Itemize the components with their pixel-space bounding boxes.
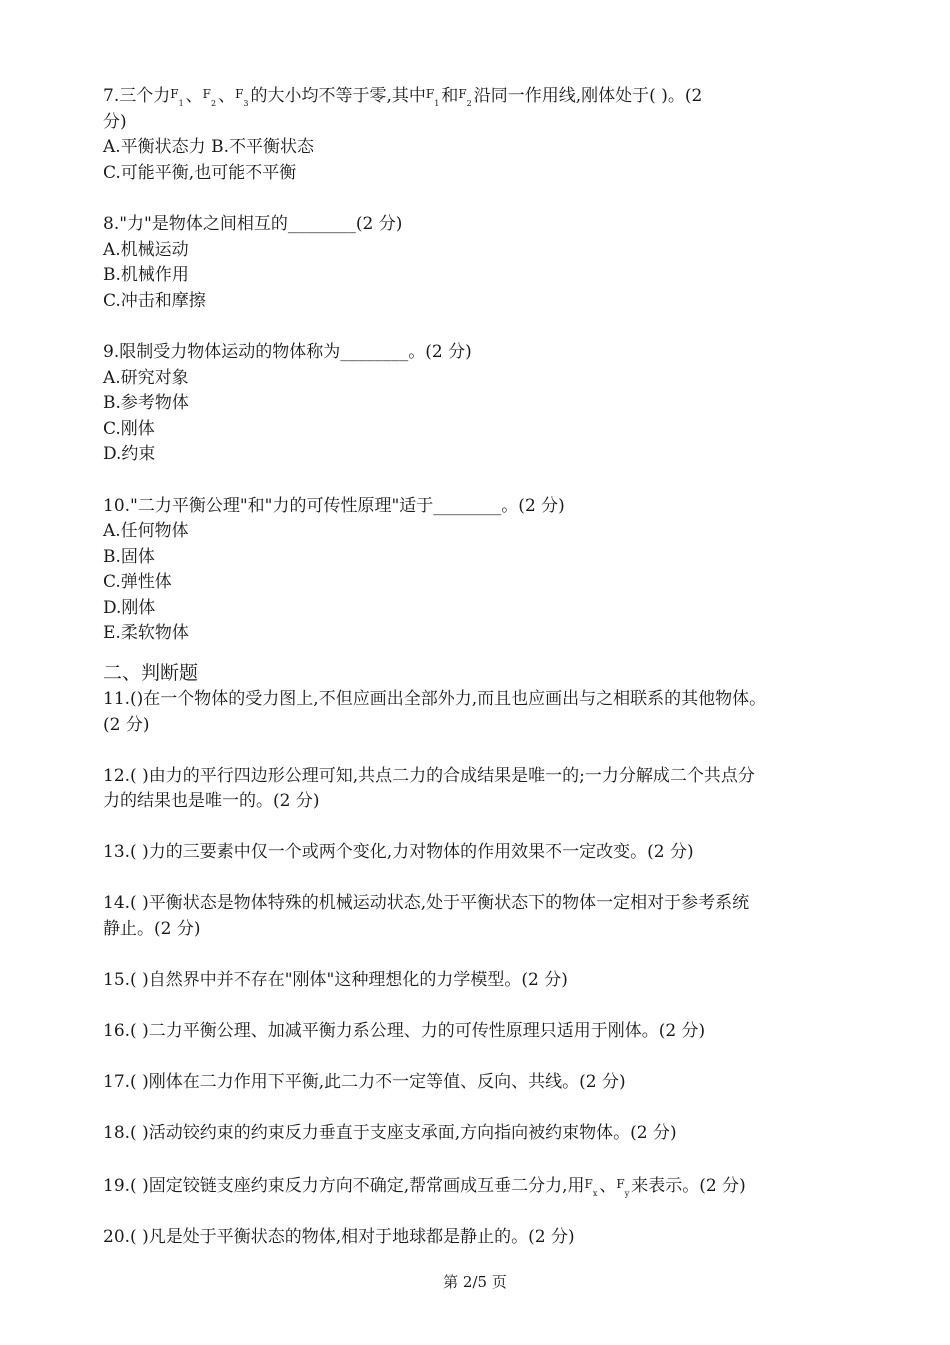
question-8-option: A.机械运动 — [103, 239, 189, 260]
judgement-item-17: 17.( )刚体在二力作用下平衡,此二力不一定等值、反向、共线。(2 分) — [103, 1071, 626, 1092]
question-10-option: E.柔软物体 — [103, 623, 189, 644]
force-symbol: F — [616, 1176, 625, 1191]
text-segment: 19.( )固定铰链支座约束反力方向不确定,帮常画成互垂二分力,用 — [103, 1175, 585, 1196]
judgement-item-14: 14.( )平衡状态是物体特殊的机械运动状态,处于平衡状态下的物体一定相对于参考系统 — [103, 893, 750, 914]
judgement-item-14-cont: 静止。(2 分) — [103, 918, 201, 939]
text-segment: 沿同一作用线,刚体处于( )。(2 — [473, 86, 703, 106]
spacer — [103, 866, 863, 891]
question-7-stem — [103, 82, 863, 110]
judgement-item-12: 12.( )由力的平行四边形公理可知,共点二力的合成结果是唯一的;一力分解成二个共点分 — [103, 765, 755, 786]
spacer — [103, 993, 863, 1018]
subscript: 1 — [434, 99, 440, 108]
question-7-option-c: C.可能平衡,也可能不平衡 — [103, 162, 297, 183]
judgement-item-12-cont: 力的结果也是唯一的。(2 分) — [103, 791, 320, 812]
separator: 、 — [185, 86, 203, 106]
judgement-item-11-cont: (2 分) — [103, 714, 150, 735]
spacer — [103, 942, 863, 967]
question-9-option: A.研究对象 — [103, 367, 189, 388]
spacer — [103, 1199, 863, 1224]
force-symbol: F — [425, 87, 435, 101]
judgement-item-16: 16.( )二力平衡公理、加减平衡力系公理、力的可传性原理只适用于刚体。(2 分) — [103, 1020, 706, 1041]
judgement-item-13: 13.( )力的三要素中仅一个或两个变化,力对物体的作用效果不一定改变。(2 分) — [103, 842, 694, 863]
subscript: y — [624, 1188, 630, 1198]
subscript: 2 — [466, 99, 472, 108]
question-7-stem-cont: 分) — [103, 111, 127, 132]
force-symbol: F — [170, 87, 179, 101]
text-segment: 三个力 — [119, 86, 171, 106]
judgement-item-19 — [103, 1172, 863, 1200]
force-symbol: F — [202, 87, 211, 101]
question-9-stem: 9.限制受力物体运动的物体称为________。(2 分) — [103, 341, 472, 362]
judgement-item-18: 18.( )活动铰约束的约束反力垂直于支座支承面,方向指向被约束物体。(2 分) — [103, 1122, 677, 1143]
force-symbol: F — [458, 87, 467, 101]
page-number-footer: 第 2/5 页 — [443, 1273, 507, 1291]
question-8-option: B.机械作用 — [103, 265, 189, 286]
spacer — [103, 1146, 863, 1171]
subscript: 2 — [210, 99, 217, 108]
question-number: 7. — [103, 86, 120, 106]
question-9-option: C.刚体 — [103, 418, 155, 439]
question-9-option: D.约束 — [103, 444, 156, 465]
judgement-item-11: 11.()在一个物体的受力图上,不但应画出全部外力,而且也应画出与之相联系的其他物体。 — [103, 689, 767, 710]
force-symbol: F — [235, 87, 244, 101]
section-title: 二、判断题 — [103, 662, 199, 685]
text-segment: 和 — [441, 86, 459, 106]
spacer — [103, 314, 863, 340]
question-10-option: C.弹性体 — [103, 572, 172, 593]
separator: 、 — [599, 1175, 617, 1196]
text-segment: 来表示。(2 分) — [631, 1175, 746, 1196]
question-10-option: B.固体 — [103, 546, 155, 567]
spacer — [103, 815, 863, 840]
question-10-option: A.任何物体 — [103, 521, 189, 542]
text-segment: 的大小均不等于零,其中 — [250, 86, 426, 106]
question-9-option: B.参考物体 — [103, 393, 189, 414]
force-symbol: F — [584, 1176, 593, 1191]
spacer — [103, 738, 863, 763]
question-7-option-a: A.平衡状态力 B.不平衡状态 — [103, 137, 314, 158]
question-8-stem: 8."力"是物体之间相互的________(2 分) — [103, 213, 403, 234]
question-10-option: D.刚体 — [103, 597, 156, 618]
subscript: 1 — [178, 99, 184, 108]
separator: 、 — [218, 86, 236, 106]
spacer — [103, 1044, 863, 1069]
subscript: 3 — [243, 99, 249, 108]
subscript: x — [592, 1188, 598, 1198]
question-8-option: C.冲击和摩擦 — [103, 290, 206, 311]
question-10-stem: 10."二力平衡公理"和"力的可传性原理"适于________。(2 分) — [103, 495, 565, 516]
spacer — [103, 1095, 863, 1120]
spacer — [103, 186, 863, 212]
judgement-item-15: 15.( )自然界中并不存在"刚体"这种理想化的力学模型。(2 分) — [103, 969, 568, 990]
document-page — [103, 82, 863, 1250]
spacer — [103, 468, 863, 494]
judgement-item-20: 20.( )凡是处于平衡状态的物体,相对于地球都是静止的。(2 分) — [103, 1226, 575, 1247]
